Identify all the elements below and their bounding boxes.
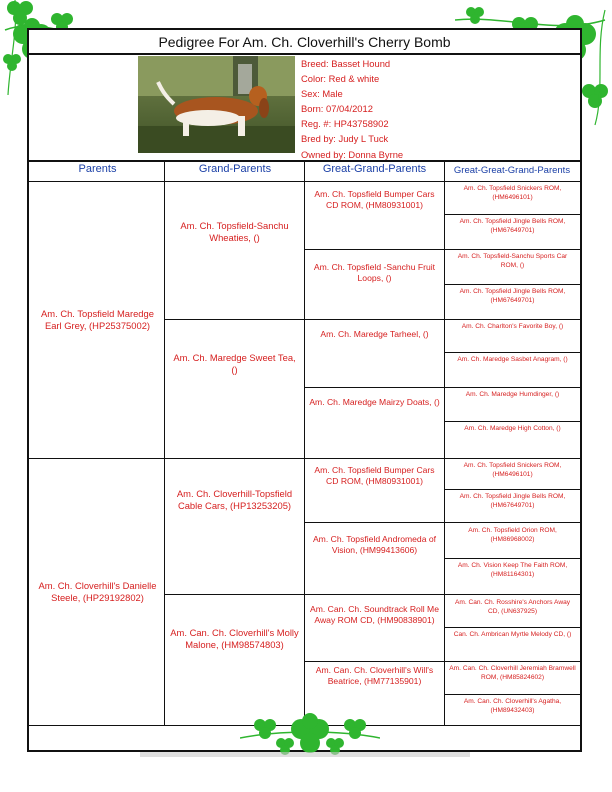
gggp-12: Am. Ch. Vision Keep The Faith ROM, (HM81164301) (457, 562, 568, 578)
header-grand-parents: Grand-Parents (198, 163, 272, 175)
dog-photo (138, 56, 295, 153)
grand-parent-1: Am. Ch. Topsfield-Sanchu Wheaties, () (180, 220, 289, 243)
sex-text: Sex: Male (301, 88, 343, 100)
gggp-8: Am. Ch. Maredge High Cotton, () (464, 425, 561, 432)
parent-sire: Am. Ch. Topsfield Maredge Earl Grey, (HP25375002) (41, 308, 154, 331)
gggp-13: Am. Can. Ch. Rosshire's Anchors Away CD, (UN637925) (454, 599, 571, 615)
great-grand-parent-2: Am. Ch. Topsfield -Sanchu Fruit Loops, () (313, 262, 436, 283)
grand-parent-3: Am. Ch. Cloverhill-Topsfield Cable Cars, (HP13253205) (176, 488, 293, 511)
clover-decoration-bottom (240, 708, 380, 756)
header-parents: Parents (78, 163, 117, 175)
gggp-14: Can. Ch. Ambrican Myrtle Melody CD, () (453, 631, 572, 638)
gggp-10: Am. Ch. Topsfield Jingle Bells ROM, (HM67649701) (459, 493, 566, 509)
page-title: Pedigree For Am. Ch. Cloverhill's Cherry Bomb (158, 34, 451, 50)
gggp-15: Am. Can. Ch. Cloverhill Jeremiah Bramwell ROM, (HM85824602) (449, 665, 576, 681)
gggp-1: Am. Ch. Topsfield Snickers ROM, (HM6496101) (463, 185, 562, 201)
great-grand-parent-3: Am. Ch. Maredge Tarheel, () (320, 329, 429, 339)
footer-faded-text (140, 752, 470, 757)
gggp-6: Am. Ch. Maredge Sasbet Anagram, () (457, 356, 568, 363)
gggp-5: Am. Ch. Charlton's Favorite Boy, () (461, 323, 564, 330)
title-divider (29, 53, 580, 55)
gggp-16: Am. Can. Ch. Cloverhill's Agatha, (HM89432403) (463, 698, 562, 714)
gggp-2: Am. Ch. Topsfield Jingle Bells ROM, (HM67649701) (459, 218, 566, 234)
gggp-4: Am. Ch. Topsfield Jingle Bells ROM, (HM67649701) (459, 288, 566, 304)
reg-text: Reg. #: HP43758902 (301, 118, 389, 130)
header-great-grand-parents: Great-Grand-Parents (322, 163, 427, 175)
header-great-great-grand-parents: Great-Great-Grand-Parents (453, 165, 571, 176)
gggp-9: Am. Ch. Topsfield Snickers ROM, (HM6496101) (463, 462, 562, 478)
bred-by-text: Bred by: Judy L Tuck (301, 133, 389, 145)
gggp-11: Am. Ch. Topsfield Orion ROM, (HM86968002) (468, 527, 557, 543)
great-grand-parent-4: Am. Ch. Maredge Mairzy Doats, () (309, 397, 440, 407)
grand-parent-2: Am. Ch. Maredge Sweet Tea, () (173, 352, 296, 375)
great-grand-parent-7: Am. Can. Ch. Soundtrack Roll Me Away ROM CD, (HM90838901) (310, 604, 439, 625)
great-grand-parent-1: Am. Ch. Topsfield Bumper Cars CD ROM, (HM80931001) (314, 189, 435, 210)
color-text: Color: Red & white (301, 73, 380, 85)
owned-by-text: Owned by: Donna Byrne (301, 148, 404, 160)
grand-parent-4: Am. Can. Ch. Cloverhill's Molly Malone, (HM98574803) (170, 627, 299, 650)
born-text: Born: 07/04/2012 (301, 103, 373, 115)
breed-text: Breed: Basset Hound (301, 58, 391, 69)
parent-dam: Am. Ch. Cloverhill's Danielle Steele, (HP29192802) (38, 580, 157, 603)
gggp-7: Am. Ch. Maredge Humdinger, () (465, 391, 560, 398)
row-divider-ggp-3 (304, 522, 580, 523)
dog-info (301, 56, 403, 162)
gggp-3: Am. Ch. Topsfield-Sanchu Sports Car ROM, () (457, 253, 568, 269)
great-grand-parent-6: Am. Ch. Topsfield Andromeda of Vision, (HM99413606) (312, 534, 437, 555)
great-grand-parent-8: Am. Can. Ch. Cloverhill's Will's Beatrice, (HM77135901) (315, 665, 434, 686)
great-grand-parent-5: Am. Ch. Topsfield Bumper Cars CD ROM, (HM80931001) (314, 465, 435, 486)
